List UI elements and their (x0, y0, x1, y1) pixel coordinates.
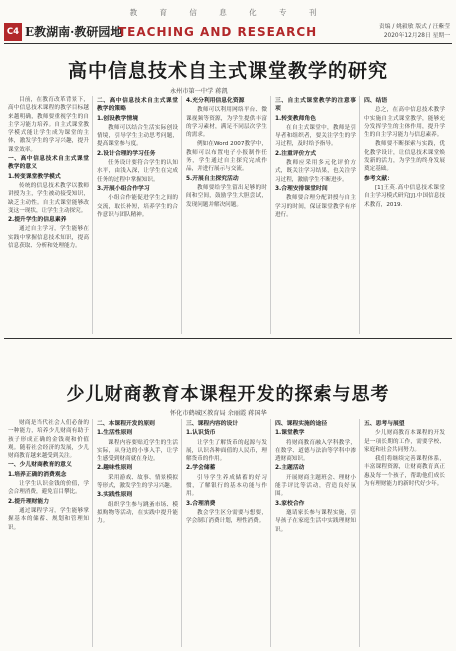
paragraph: 教师要不断探索与实践，优化教学设计，让信息技术课堂焕发新的活力，为学生的终身发展奠定基础。 (364, 141, 445, 173)
subheading: 3.合理安排课堂时间 (275, 185, 328, 192)
paragraph: 将财商教育融入学科教学，在数学、道德与法治等学科中渗透财商知识。 (275, 439, 356, 463)
paragraph: 教师要合理分配讲授与自主学习的时间，保证课堂教学有序进行。 (275, 195, 356, 218)
paragraph: 财商是当代社会人们必备的一种能力，培养少儿财商有助于孩子形成正确的金钱观和价值观。随着社会经济的发展，少儿财商教育越来越受到关注。 (8, 420, 89, 460)
subheading: 2.主题活动 (275, 465, 305, 472)
subheading: 1.培养正确的消费观念 (8, 471, 67, 478)
subheading: 参考文献： (364, 175, 393, 182)
subheading: 5.开展自主探究活动 (186, 175, 239, 182)
paragraph: 教会学生区分需要与想要，学会制订消费计划，理性消费。 (186, 509, 267, 525)
paragraph: [1]王英.高中信息技术课堂自主学习模式研究[J].中国信息技术教育，2019. (364, 184, 445, 208)
article-2-body (8, 419, 448, 647)
editor-credits-line: 责编 / 姚毅敏 版式 / 汪紫莹 (378, 24, 450, 30)
subheading: 3.合理消费 (186, 500, 216, 507)
subheading: 4.充分利用信息化资源 (186, 98, 245, 104)
text-column (186, 96, 271, 334)
paragraph: 我们将继续完善课程体系，丰富课程资源，让财商教育真正惠及每一个孩子，帮助他们成长为有理财能力的新时代好少年。 (364, 456, 445, 488)
article-1-body (8, 96, 448, 334)
subheading: 3.实践性原则 (97, 492, 133, 499)
masthead (4, 22, 452, 44)
subheading: 1.认识货币 (186, 430, 216, 437)
subheading: 2.设计合理的学习任务 (97, 150, 156, 157)
subheading: 2.提升理财能力 (8, 498, 50, 505)
text-column (364, 419, 448, 647)
subheading: 1.生活性原则 (97, 430, 133, 437)
subheading: 二、本课程开发的原则 (97, 421, 155, 427)
paragraph: 邀请家长参与课程实施，引导孩子在家庭生活中实践理财知识。 (275, 509, 356, 533)
paragraph: 课程内容要贴近学生的生活实际，从身边的小事入手，让学生感受到财商就在身边。 (97, 439, 178, 463)
text-column (186, 419, 271, 647)
paragraph: 让学生认识金钱的价值，学会合理消费，避免盲目攀比。 (8, 481, 89, 496)
paragraph: 在自主式课堂中，教师是引导者和组织者，要关注学生的学习过程，及时给予指导。 (275, 124, 356, 148)
paragraph: 教师要给学生留出足够的时间和空间，鼓励学生大胆尝试，发现问题并解决问题。 (186, 184, 267, 208)
subheading: 1.转变教师角色 (275, 115, 317, 122)
paragraph: 组织学生参与跳蚤市场、模拟购物等活动，在实践中提升能力。 (97, 501, 178, 525)
subheading: 3.家校合作 (275, 500, 305, 507)
article-1-byline: 永州市第一中学 蒋凯 (170, 88, 228, 95)
subheading: 二、高中信息技术自主式课堂教学的策略 (97, 98, 178, 113)
paragraph: 开展财商主题班会、理财小能手评比等活动，营造良好氛围。 (275, 474, 356, 498)
section-title-en: TEACHING AND RESEARCH (118, 25, 318, 39)
subheading: 1.课堂教学 (275, 430, 305, 437)
paragraph: 少儿财商教育本课程的开发是一项长期的工作，需要学校、家庭和社会共同努力。 (364, 430, 445, 453)
paragraph: 采用游戏、故事、情景模拟等形式，激发学生的学习兴趣。 (97, 474, 178, 490)
subheading: 1.创设教学情境 (97, 115, 139, 122)
paragraph: 目前，在教育改革背景下，高中信息技术课程的教学目标越来越明确，教师要重视学生的自主学习能力培养。自主式课堂教学模式能让学生成为课堂的主体，激发学生的学习兴趣，提升课堂效率。 (8, 97, 89, 153)
subheading: 四、结语 (364, 98, 388, 104)
article-2-title: 少儿财商教育本课程开发的探索与思考 (66, 384, 390, 405)
subheading: 一、高中信息技术自主式课堂教学的意义 (8, 156, 89, 171)
paragraph: 总之，在高中信息技术教学中实施自主式课堂教学，能够充分发挥学生的主体作用，提升学生的自主学习能力与信息素养。 (364, 107, 445, 139)
article-separator (4, 338, 452, 339)
subheading: 2.提升学生的信息素养 (8, 217, 67, 224)
subheading: 一、少儿财商教育的意义 (8, 462, 72, 469)
paragraph: 教师可以结合生活实际创设情境，引导学生主动思考问题，提高课堂参与度。 (97, 124, 178, 148)
text-column (275, 96, 360, 334)
subheading: 三、课程内容的设计 (186, 421, 239, 427)
paragraph: 小组合作能促进学生之间的交流，取长补短，培养学生的合作意识与团队精神。 (97, 195, 178, 218)
subheading: 四、课程实施的途径 (275, 421, 328, 427)
paragraph: 传统的信息技术教学以教师讲授为主，学生被动接受知识，缺乏主动性。自主式课堂能够改变这一现状，让学生主动探究。 (8, 182, 89, 214)
article-1-title: 高中信息技术自主式课堂教学的研究 (67, 60, 388, 82)
text-column (97, 96, 182, 334)
paragraph: 通过自主学习，学生能够在实践中掌握信息技术知识，提高信息获取、分析和处理能力。 (8, 226, 89, 250)
article-2-byline: 怀化市鹤城区教育局 余丽霞 蒋国华 (170, 410, 267, 417)
text-column (8, 96, 93, 334)
subheading: 2.趣味性原则 (97, 465, 133, 472)
paragraph: 例如在Word 2007教学中，教师可以布置电子小报制作任务，学生通过自主探究完成作品，并进行展示与交流。 (186, 141, 267, 173)
subheading: 3.开展小组合作学习 (97, 185, 150, 192)
subheading: 五、思考与展望 (364, 421, 405, 427)
subheading: 2.学会储蓄 (186, 465, 216, 472)
paragraph: 让学生了解货币的起源与发展，认识各种面值的人民币，理解货币的作用。 (186, 439, 267, 463)
editor-credits (280, 23, 450, 40)
subheading: 2.注重评价方式 (275, 150, 317, 157)
paragraph: 任务设计要符合学生的认知水平，由浅入深，让学生在完成任务的过程中掌握知识。 (97, 160, 178, 183)
text-column (275, 419, 360, 647)
subheading: 三、自主式课堂教学的注意事项 (275, 98, 356, 113)
publish-date: 2020年12月28日 星期一 (383, 32, 450, 39)
paragraph: 通过课程学习，学生能够掌握基本的储蓄、规划和管理知识。 (8, 507, 89, 531)
page-code-badge: C4 (4, 23, 22, 41)
text-column (364, 96, 448, 334)
section-title-cn: E教湖南·教研园地 (25, 25, 123, 39)
paragraph: 教师可以利用网络平台、微课视频等资源，为学生提供丰富的学习素材，满足不同层次学生的需求。 (186, 107, 267, 139)
subheading: 1.转变课堂教学模式 (8, 173, 61, 180)
text-column (8, 419, 93, 647)
text-column (97, 419, 182, 647)
paragraph: 教师应采用多元化评价方式，既关注学习结果，也关注学习过程，激励学生不断进步。 (275, 160, 356, 183)
page-banner: 教 育 信 息 化 专 刊 (129, 8, 327, 17)
paragraph: 引导学生养成储蓄的好习惯，了解银行的基本功能与作用。 (186, 474, 267, 498)
